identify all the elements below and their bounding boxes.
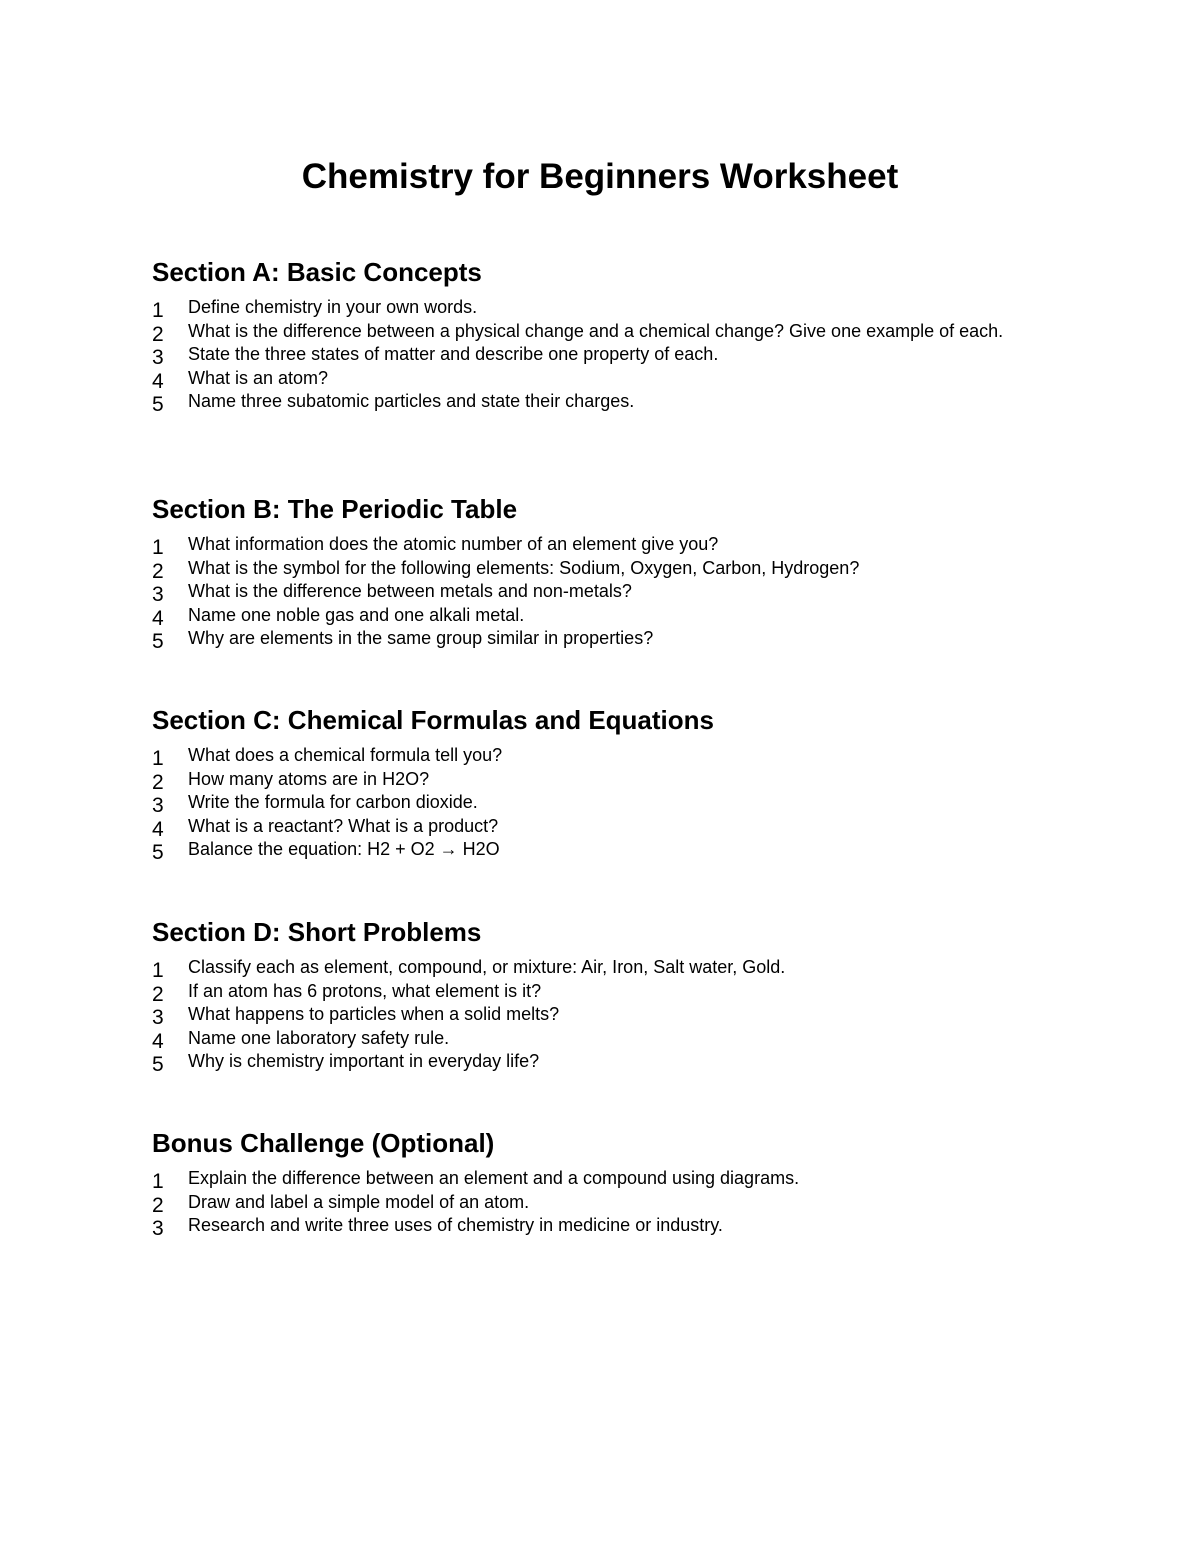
question-text: Why is chemistry important in everyday life? bbox=[188, 1051, 540, 1072]
question-item bbox=[152, 1214, 1052, 1241]
question-number: 2 bbox=[152, 1193, 164, 1217]
section-b bbox=[152, 493, 1052, 654]
question-number: 3 bbox=[152, 1006, 164, 1030]
question-number: 1 bbox=[152, 536, 164, 559]
question-text: What information does the atomic number of an element give you? bbox=[188, 534, 719, 554]
section-heading: Section B: The Periodic Table bbox=[152, 494, 518, 524]
question-text: What is the difference between metals and non-metals? bbox=[188, 581, 632, 602]
question-text: Balance the equation: H2 + O2 → H2O bbox=[188, 839, 500, 860]
question-number: 4 bbox=[152, 1029, 164, 1053]
question-text: Define chemistry in your own words. bbox=[188, 297, 478, 317]
section-d bbox=[152, 916, 1052, 1077]
question-item bbox=[152, 791, 1052, 818]
question-text: Write the formula for carbon dioxide. bbox=[188, 792, 478, 813]
question-text: Name three subatomic particles and state their charges. bbox=[188, 391, 635, 412]
question-item bbox=[152, 580, 1052, 607]
section-heading: Bonus Challenge (Optional) bbox=[152, 1128, 495, 1158]
question-number: 3 bbox=[152, 346, 164, 370]
section-heading: Section A: Basic Concepts bbox=[152, 257, 482, 287]
section-a bbox=[152, 256, 1052, 417]
question-number: 5 bbox=[152, 1053, 164, 1077]
question-text: What is an atom? bbox=[188, 367, 329, 388]
question-item bbox=[152, 557, 1052, 581]
worksheet-title: Chemistry for Beginners Worksheet bbox=[301, 157, 899, 196]
question-text: Draw and label a simple model of an atom. bbox=[188, 1191, 530, 1212]
question-number: 5 bbox=[152, 393, 164, 417]
question-item bbox=[152, 296, 1052, 320]
question-number: 4 bbox=[152, 369, 164, 393]
question-list bbox=[152, 533, 1052, 654]
question-item bbox=[152, 604, 1052, 628]
question-text: What does a chemical formula tell you? bbox=[188, 745, 503, 765]
question-text: Why are elements in the same group similar in properties? bbox=[188, 628, 654, 649]
question-list bbox=[152, 1167, 1052, 1241]
question-number: 5 bbox=[152, 630, 164, 654]
question-list bbox=[152, 744, 1052, 865]
question-number: 1 bbox=[152, 299, 164, 322]
section-heading: Section D: Short Problems bbox=[152, 917, 482, 947]
question-list bbox=[152, 956, 1052, 1077]
question-text: If an atom has 6 protons, what element is it? bbox=[188, 980, 542, 1001]
question-list bbox=[152, 296, 1052, 417]
question-item bbox=[152, 980, 1052, 1004]
question-number: 5 bbox=[152, 841, 164, 865]
question-number: 4 bbox=[152, 817, 164, 841]
question-number: 1 bbox=[152, 959, 164, 982]
question-item bbox=[152, 390, 1052, 417]
question-number: 1 bbox=[152, 747, 164, 770]
question-item bbox=[152, 627, 1052, 654]
question-text: Name one noble gas and one alkali metal. bbox=[188, 604, 525, 625]
question-number: 3 bbox=[152, 583, 164, 607]
question-item bbox=[152, 1027, 1052, 1051]
section-heading: Section C: Chemical Formulas and Equations bbox=[152, 705, 714, 735]
question-text: How many atoms are in H2O? bbox=[188, 768, 430, 789]
section-c bbox=[152, 704, 1052, 865]
question-item bbox=[152, 744, 1052, 768]
question-item bbox=[152, 838, 1052, 865]
question-number: 1 bbox=[152, 1170, 164, 1193]
question-item bbox=[152, 1191, 1052, 1215]
question-item bbox=[152, 815, 1052, 839]
question-item bbox=[152, 1003, 1052, 1030]
question-text: Research and write three uses of chemistry in medicine or industry. bbox=[188, 1215, 723, 1236]
question-item bbox=[152, 768, 1052, 792]
question-item bbox=[152, 1167, 1052, 1191]
question-number: 2 bbox=[152, 770, 164, 794]
question-item bbox=[152, 367, 1052, 391]
question-text: Name one laboratory safety rule. bbox=[188, 1027, 450, 1048]
question-text: State the three states of matter and describe one property of each. bbox=[188, 344, 719, 365]
question-number: 4 bbox=[152, 606, 164, 630]
section-bonus bbox=[152, 1127, 1052, 1241]
question-number: 2 bbox=[152, 559, 164, 583]
question-text: What is a reactant? What is a product? bbox=[188, 815, 499, 836]
question-text: Classify each as element, compound, or mixture: Air, Iron, Salt water, Gold. bbox=[188, 957, 786, 977]
question-number: 2 bbox=[152, 322, 164, 346]
question-item bbox=[152, 320, 1052, 344]
question-text: What happens to particles when a solid melts? bbox=[188, 1004, 560, 1025]
question-number: 3 bbox=[152, 1217, 164, 1241]
question-item bbox=[152, 956, 1052, 980]
question-item bbox=[152, 533, 1052, 557]
question-number: 2 bbox=[152, 982, 164, 1006]
question-item bbox=[152, 343, 1052, 370]
question-text: What is the difference between a physical change and a chemical change? Give one example of each. bbox=[188, 320, 1004, 341]
question-text: What is the symbol for the following elements: Sodium, Oxygen, Carbon, Hydrogen? bbox=[188, 557, 860, 578]
question-number: 3 bbox=[152, 794, 164, 818]
question-item bbox=[152, 1050, 1052, 1077]
question-text: Explain the difference between an element and a compound using diagrams. bbox=[188, 1168, 800, 1188]
